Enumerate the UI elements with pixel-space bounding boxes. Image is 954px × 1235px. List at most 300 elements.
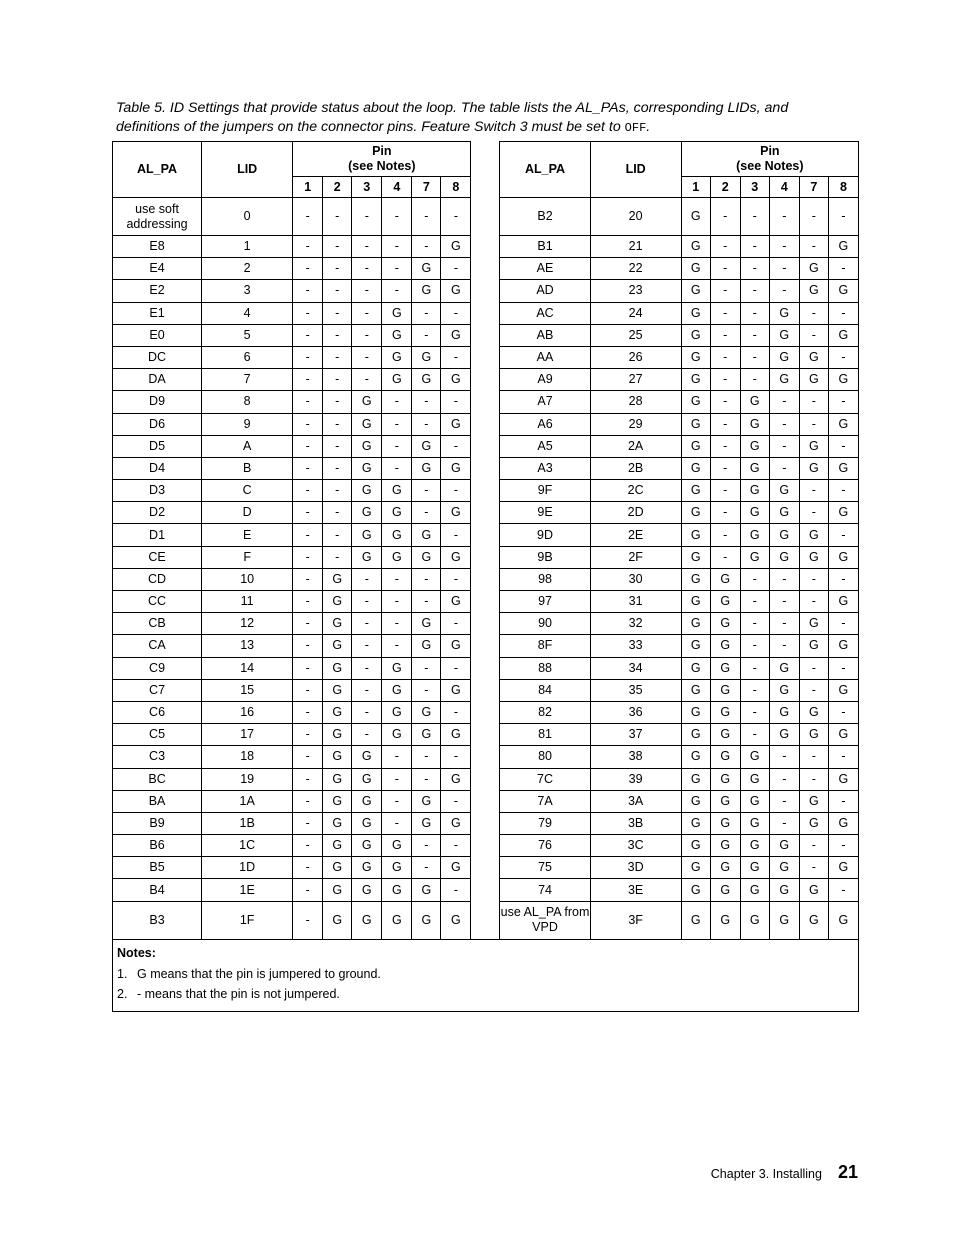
pin-cell: - [323, 258, 352, 280]
pin-number-header: 7 [799, 177, 828, 198]
pin-cell: G [828, 857, 858, 879]
table-row [113, 568, 859, 590]
pin-cell: - [323, 413, 352, 435]
alpa-cell: B3 [113, 901, 202, 939]
pin-cell: G [828, 280, 858, 302]
table-row [113, 198, 859, 236]
notes-section [113, 939, 859, 1011]
table-gap [471, 198, 500, 236]
pin-cell: - [769, 236, 799, 258]
table-row [113, 324, 859, 346]
pin-cell: - [382, 790, 412, 812]
pin-cell: - [293, 679, 323, 701]
pin-cell: G [352, 812, 382, 834]
table-gap [471, 746, 500, 768]
pin-cell: G [681, 613, 710, 635]
pin-cell: G [412, 724, 441, 746]
pin-cell: G [681, 657, 710, 679]
pin-cell: - [441, 524, 471, 546]
pin-cell: G [769, 324, 799, 346]
pin-cell: - [382, 812, 412, 834]
pin-cell: - [769, 568, 799, 590]
table-row [113, 724, 859, 746]
pin-cell: G [710, 857, 740, 879]
lid-cell: 1B [202, 812, 293, 834]
pin-cell: G [352, 746, 382, 768]
pin-cell: - [352, 724, 382, 746]
caption-code: OFF [624, 121, 647, 135]
lid-cell: 2A [590, 435, 681, 457]
pin-cell: - [293, 857, 323, 879]
table-row [113, 701, 859, 723]
pin-cell: - [323, 346, 352, 368]
lid-cell: 7 [202, 369, 293, 391]
pin-cell: G [828, 457, 858, 479]
lid-cell: 30 [590, 568, 681, 590]
pin-cell: G [412, 812, 441, 834]
table-gap [471, 413, 500, 435]
pin-cell: - [412, 302, 441, 324]
pin-cell: G [382, 679, 412, 701]
alpa-cell: A9 [500, 369, 590, 391]
alpa-cell: C7 [113, 679, 202, 701]
pin-cell: G [710, 657, 740, 679]
pin-cell: - [412, 502, 441, 524]
table-row [113, 480, 859, 502]
pin-cell: - [710, 413, 740, 435]
pin-cell: G [769, 302, 799, 324]
pin-cell: G [352, 790, 382, 812]
alpa-cell: D3 [113, 480, 202, 502]
pin-cell: G [382, 302, 412, 324]
pin-cell: - [382, 457, 412, 479]
pin-cell: - [352, 657, 382, 679]
pin-cell: G [769, 346, 799, 368]
lid-cell: 32 [590, 613, 681, 635]
pin-cell: - [382, 613, 412, 635]
notes-title: Notes: [117, 945, 156, 960]
pin-cell: - [293, 502, 323, 524]
header-alpa-right: AL_PA [500, 142, 590, 198]
pin-cell: G [710, 790, 740, 812]
pin-cell: - [740, 280, 769, 302]
pin-cell: - [769, 413, 799, 435]
lid-cell: B [202, 457, 293, 479]
pin-cell: G [323, 768, 352, 790]
pin-cell: G [412, 790, 441, 812]
pin-cell: - [412, 480, 441, 502]
table-row [113, 679, 859, 701]
lid-cell: 18 [202, 746, 293, 768]
pin-cell: G [352, 502, 382, 524]
table-row [113, 546, 859, 568]
pin-cell: - [799, 480, 828, 502]
pin-cell: - [799, 413, 828, 435]
table-gap [471, 901, 500, 939]
pin-cell: G [740, 457, 769, 479]
lid-cell: 17 [202, 724, 293, 746]
lid-cell: 19 [202, 768, 293, 790]
pin-cell: G [441, 369, 471, 391]
pin-cell: G [441, 457, 471, 479]
alpa-cell: B5 [113, 857, 202, 879]
pin-cell: G [740, 413, 769, 435]
pin-cell: G [681, 746, 710, 768]
pin-cell: - [799, 568, 828, 590]
pin-number-header: 7 [412, 177, 441, 198]
pin-cell: - [740, 657, 769, 679]
lid-cell: 1F [202, 901, 293, 939]
pin-number-header: 4 [769, 177, 799, 198]
lid-cell: 3F [590, 901, 681, 939]
pin-cell: G [828, 502, 858, 524]
pin-cell: - [412, 413, 441, 435]
pin-cell: G [828, 591, 858, 613]
pin-cell: G [710, 901, 740, 939]
alpa-cell: C6 [113, 701, 202, 723]
page-number: 21 [837, 1162, 858, 1182]
pin-cell: - [293, 369, 323, 391]
lid-cell: 6 [202, 346, 293, 368]
pin-cell: G [681, 524, 710, 546]
alpa-cell: 74 [500, 879, 590, 901]
table-row [113, 236, 859, 258]
pin-cell: - [293, 524, 323, 546]
pin-cell: G [441, 768, 471, 790]
pin-cell: - [323, 236, 352, 258]
pin-cell: - [293, 198, 323, 236]
alpa-cell: CE [113, 546, 202, 568]
id-settings-table [112, 141, 859, 1012]
pin-cell: - [740, 613, 769, 635]
pin-cell: - [828, 790, 858, 812]
pin-cell: - [412, 835, 441, 857]
pin-cell: G [412, 546, 441, 568]
pin-cell: - [441, 835, 471, 857]
alpa-cell: use AL_PA from VPD [500, 901, 590, 939]
pin-cell: - [740, 258, 769, 280]
alpa-cell: CC [113, 591, 202, 613]
pin-cell: - [769, 198, 799, 236]
pin-cell: - [828, 879, 858, 901]
pin-cell: G [441, 901, 471, 939]
table-gap [471, 258, 500, 280]
table-row [113, 258, 859, 280]
pin-cell: - [828, 524, 858, 546]
pin-cell: - [710, 236, 740, 258]
table-gap [471, 480, 500, 502]
pin-cell: - [710, 280, 740, 302]
pin-cell: G [382, 346, 412, 368]
lid-cell: 25 [590, 324, 681, 346]
pin-cell: - [828, 198, 858, 236]
pin-cell: G [710, 679, 740, 701]
pin-cell: G [323, 724, 352, 746]
lid-cell: 3 [202, 280, 293, 302]
pin-cell: G [352, 835, 382, 857]
lid-cell: 3E [590, 879, 681, 901]
header-pin-right [681, 142, 858, 177]
pin-cell: G [769, 835, 799, 857]
pin-cell: G [382, 480, 412, 502]
alpa-cell: B9 [113, 812, 202, 834]
pin-cell: G [412, 369, 441, 391]
pin-cell: - [352, 701, 382, 723]
table-row [113, 591, 859, 613]
alpa-cell: 9F [500, 480, 590, 502]
pin-cell: G [740, 812, 769, 834]
table-gap [471, 457, 500, 479]
pin-cell: G [382, 857, 412, 879]
pin-cell: G [323, 679, 352, 701]
pin-cell: - [799, 857, 828, 879]
pin-cell: - [293, 635, 323, 657]
lid-cell: 9 [202, 413, 293, 435]
alpa-cell: 97 [500, 591, 590, 613]
table-row [113, 635, 859, 657]
pin-cell: - [799, 391, 828, 413]
alpa-cell: BA [113, 790, 202, 812]
pin-cell: G [323, 746, 352, 768]
pin-cell: G [799, 524, 828, 546]
alpa-cell: 9B [500, 546, 590, 568]
pin-cell: G [828, 901, 858, 939]
pin-cell: - [828, 835, 858, 857]
pin-cell: G [323, 879, 352, 901]
lid-cell: 11 [202, 591, 293, 613]
note-item [117, 987, 855, 1002]
lid-cell: 26 [590, 346, 681, 368]
pin-cell: G [799, 369, 828, 391]
pin-cell: G [769, 724, 799, 746]
pin-cell: G [412, 613, 441, 635]
lid-cell: C [202, 480, 293, 502]
pin-cell: - [293, 346, 323, 368]
pin-cell: - [799, 324, 828, 346]
pin-number-header: 1 [293, 177, 323, 198]
pin-cell: - [352, 346, 382, 368]
pin-cell: G [681, 835, 710, 857]
pin-subtitle: (see Notes) [348, 159, 416, 173]
pin-cell: G [799, 258, 828, 280]
pin-cell: G [740, 435, 769, 457]
table-row [113, 280, 859, 302]
pin-cell: - [352, 302, 382, 324]
pin-cell: - [412, 768, 441, 790]
pin-cell: - [382, 413, 412, 435]
table-gap [471, 591, 500, 613]
pin-number-header: 2 [323, 177, 352, 198]
table-gap [471, 302, 500, 324]
pin-cell: - [441, 613, 471, 635]
table-row [113, 901, 859, 939]
alpa-cell: 82 [500, 701, 590, 723]
pin-cell: G [323, 701, 352, 723]
pin-cell: - [799, 835, 828, 857]
lid-cell: 2C [590, 480, 681, 502]
pin-cell: - [412, 857, 441, 879]
header-lid-left: LID [202, 142, 293, 198]
pin-cell: G [740, 480, 769, 502]
pin-cell: G [799, 790, 828, 812]
alpa-cell: 76 [500, 835, 590, 857]
pin-cell: G [681, 724, 710, 746]
pin-cell: - [828, 480, 858, 502]
pin-cell: - [769, 746, 799, 768]
pin-cell: - [293, 613, 323, 635]
pin-cell: - [828, 746, 858, 768]
pin-cell: - [799, 746, 828, 768]
pin-cell: - [382, 236, 412, 258]
lid-cell: 4 [202, 302, 293, 324]
pin-cell: G [799, 879, 828, 901]
pin-cell: - [441, 480, 471, 502]
pin-cell: - [293, 480, 323, 502]
pin-cell: G [769, 657, 799, 679]
lid-cell: 28 [590, 391, 681, 413]
alpa-cell: E1 [113, 302, 202, 324]
pin-cell: G [828, 679, 858, 701]
pin-cell: G [441, 280, 471, 302]
pin-cell: - [323, 502, 352, 524]
pin-cell: - [382, 435, 412, 457]
pin-cell: G [441, 812, 471, 834]
pin-cell: G [710, 724, 740, 746]
table-gap [471, 768, 500, 790]
pin-cell: G [382, 524, 412, 546]
pin-cell: - [323, 546, 352, 568]
pin-cell: - [293, 324, 323, 346]
alpa-cell: AD [500, 280, 590, 302]
pin-cell: G [799, 701, 828, 723]
pin-cell: G [740, 391, 769, 413]
lid-cell: 39 [590, 768, 681, 790]
pin-cell: G [799, 901, 828, 939]
pin-cell: - [441, 746, 471, 768]
pin-cell: - [710, 346, 740, 368]
lid-cell: 3C [590, 835, 681, 857]
pin-cell: G [382, 657, 412, 679]
pin-cell: G [323, 568, 352, 590]
alpa-cell: 88 [500, 657, 590, 679]
pin-cell: - [382, 746, 412, 768]
pin-cell: - [828, 435, 858, 457]
pin-cell: G [382, 324, 412, 346]
pin-cell: - [710, 258, 740, 280]
pin-cell: G [352, 857, 382, 879]
pin-cell: G [740, 546, 769, 568]
lid-cell: 35 [590, 679, 681, 701]
pin-cell: - [828, 258, 858, 280]
pin-cell: - [769, 280, 799, 302]
pin-cell: G [412, 524, 441, 546]
pin-cell: - [293, 258, 323, 280]
pin-cell: G [710, 568, 740, 590]
lid-cell: 10 [202, 568, 293, 590]
pin-number-header: 2 [710, 177, 740, 198]
pin-cell: G [799, 346, 828, 368]
alpa-cell: B1 [500, 236, 590, 258]
table-row [113, 746, 859, 768]
pin-cell: - [740, 568, 769, 590]
pin-cell: - [352, 236, 382, 258]
pin-cell: G [412, 901, 441, 939]
pin-cell: - [382, 198, 412, 236]
alpa-cell: 84 [500, 679, 590, 701]
pin-cell: G [799, 812, 828, 834]
pin-cell: G [769, 546, 799, 568]
pin-cell: - [293, 768, 323, 790]
alpa-cell: E4 [113, 258, 202, 280]
lid-cell: E [202, 524, 293, 546]
pin-cell: G [412, 879, 441, 901]
pin-cell: - [828, 302, 858, 324]
pin-cell: - [382, 635, 412, 657]
pin-cell: - [740, 236, 769, 258]
alpa-cell: 98 [500, 568, 590, 590]
pin-cell: - [382, 568, 412, 590]
pin-cell: G [681, 679, 710, 701]
pin-cell: - [441, 701, 471, 723]
pin-cell: G [441, 857, 471, 879]
pin-cell: - [441, 657, 471, 679]
pin-cell: - [293, 835, 323, 857]
pin-cell: G [681, 457, 710, 479]
pin-cell: G [681, 546, 710, 568]
alpa-cell: A5 [500, 435, 590, 457]
pin-cell: - [799, 768, 828, 790]
pin-cell: - [352, 369, 382, 391]
pin-cell: - [293, 236, 323, 258]
alpa-cell: 9D [500, 524, 590, 546]
lid-cell: 2E [590, 524, 681, 546]
pin-cell: G [681, 480, 710, 502]
table-gap [471, 236, 500, 258]
pin-cell: - [710, 302, 740, 324]
pin-cell: - [323, 369, 352, 391]
pin-cell: G [710, 635, 740, 657]
pin-cell: G [710, 768, 740, 790]
alpa-cell: A6 [500, 413, 590, 435]
table-gap [471, 857, 500, 879]
pin-cell: G [441, 724, 471, 746]
alpa-cell: 8F [500, 635, 590, 657]
pin-cell: G [382, 502, 412, 524]
lid-cell: 8 [202, 391, 293, 413]
pin-cell: G [828, 546, 858, 568]
pin-cell: - [293, 435, 323, 457]
pin-cell: G [441, 546, 471, 568]
lid-cell: 2F [590, 546, 681, 568]
pin-cell: - [769, 812, 799, 834]
pin-cell: - [769, 635, 799, 657]
alpa-cell: 9E [500, 502, 590, 524]
pin-cell: - [799, 502, 828, 524]
pin-cell: G [681, 635, 710, 657]
pin-cell: - [382, 768, 412, 790]
pin-cell: - [710, 546, 740, 568]
pin-cell: G [681, 701, 710, 723]
table-row [113, 413, 859, 435]
lid-cell: 31 [590, 591, 681, 613]
lid-cell: 3D [590, 857, 681, 879]
pin-cell: G [412, 701, 441, 723]
pin-cell: G [441, 635, 471, 657]
alpa-cell: C3 [113, 746, 202, 768]
pin-cell: G [352, 901, 382, 939]
pin-cell: G [412, 280, 441, 302]
alpa-cell: C5 [113, 724, 202, 746]
